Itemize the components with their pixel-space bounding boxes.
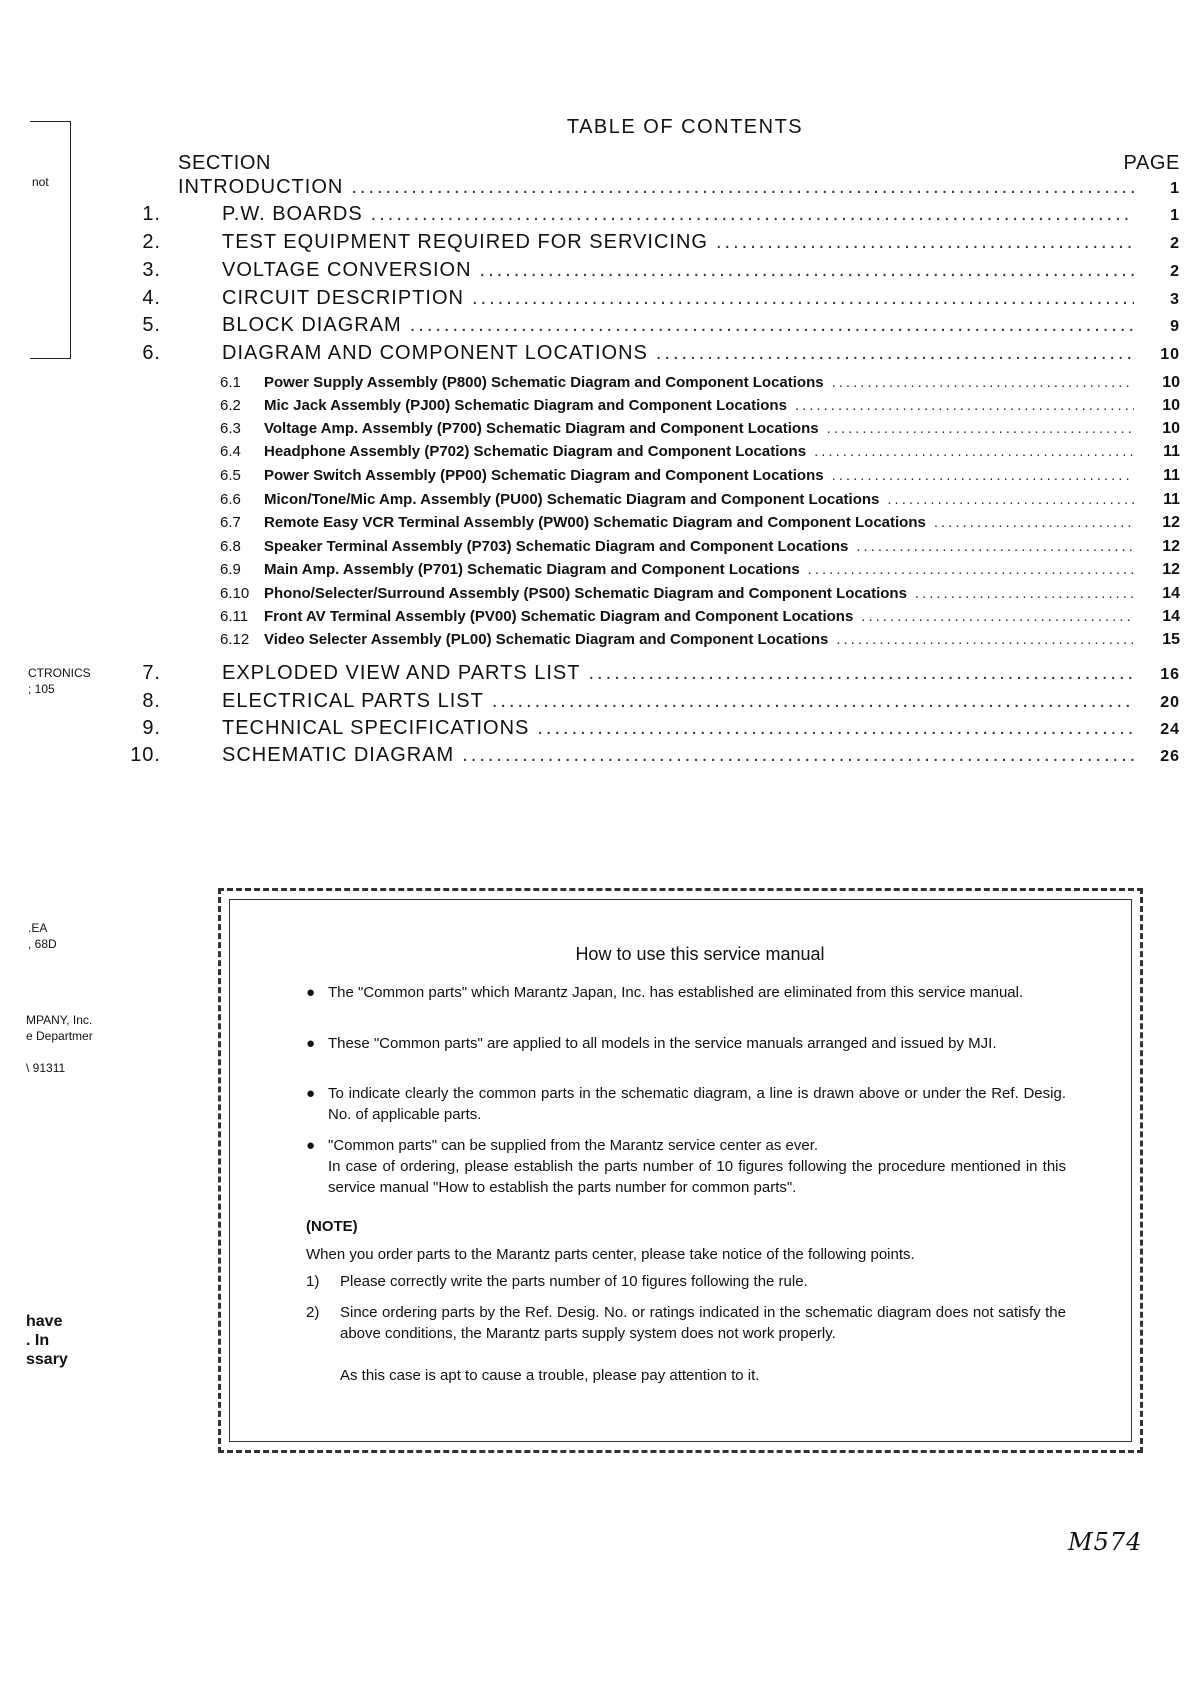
- toc-entry-line: [264, 583, 1142, 605]
- margin-fragment: .EA: [28, 921, 48, 935]
- toc-entry-number: 9.: [142, 717, 161, 739]
- toc-entry-page: 26: [1160, 748, 1180, 765]
- toc-entry-line: [222, 257, 1142, 283]
- toc-entry-line: [264, 606, 1142, 628]
- toc-entry: [0, 418, 1191, 440]
- toc-entry-line: [222, 660, 1142, 686]
- toc-entry-page: 14: [1162, 608, 1180, 625]
- toc-dot-leader: [537, 715, 1134, 741]
- toc-entry-number: 6.6: [220, 491, 241, 508]
- toc-entry: [0, 489, 1191, 511]
- toc-entry-number: 6.9: [220, 561, 241, 578]
- toc-dot-leader: [836, 629, 1134, 651]
- toc-dot-leader: [814, 441, 1134, 463]
- note-item-extra: As this case is apt to cause a trouble, please pay attention to it.: [340, 1367, 760, 1384]
- toc-entry-number: 8.: [142, 690, 161, 712]
- margin-fragment: CTRONICS: [28, 666, 91, 680]
- toc-dot-leader: [656, 340, 1134, 366]
- toc-entry-number: 6.5: [220, 467, 241, 484]
- toc-entry-page: 10: [1160, 346, 1180, 363]
- toc-entry-page: 1: [1170, 180, 1180, 197]
- toc-entry: [0, 512, 1191, 534]
- toc-entry-title: Main Amp. Assembly (P701) Schematic Diagram and Component Locations: [264, 561, 800, 578]
- toc-entry-number: 6.8: [220, 538, 241, 555]
- margin-fragment: have: [26, 1313, 63, 1330]
- toc-entry-title: CIRCUIT DESCRIPTION: [222, 287, 464, 309]
- toc-entry-line: [222, 742, 1142, 768]
- toc-entry-line: [264, 418, 1142, 440]
- toc-entry-title: P.W. BOARDS: [222, 203, 363, 225]
- toc-entry-number: 6.12: [220, 631, 250, 648]
- toc-entry-title: Speaker Terminal Assembly (P703) Schematic Diagram and Component Locations: [264, 538, 849, 555]
- toc-entry-number: 3.: [142, 259, 161, 281]
- toc-entry-page: 20: [1160, 694, 1180, 711]
- toc-dot-leader: [915, 583, 1134, 605]
- toc-entry-line: [222, 285, 1142, 311]
- margin-fragment: , 68D: [28, 937, 57, 951]
- toc-entry-page: 2: [1170, 235, 1180, 252]
- note-item-text: Please correctly write the parts number of 10 figures following the rule.: [340, 1273, 808, 1290]
- toc-entry-line: [264, 395, 1142, 417]
- toc-entry: [0, 201, 1191, 227]
- toc-dot-leader: [934, 512, 1134, 534]
- toc-entry-line: [222, 340, 1142, 366]
- margin-fragment: \ 91311: [26, 1061, 66, 1075]
- toc-dot-leader: [856, 536, 1134, 558]
- toc-entry-page: 9: [1170, 318, 1180, 335]
- handwritten-model-number: M574: [1068, 1528, 1143, 1556]
- toc-entry-line: [264, 372, 1142, 394]
- toc-entry: [0, 285, 1191, 311]
- margin-fragment: MPANY, Inc.: [26, 1013, 93, 1027]
- note-item-number: 1): [306, 1273, 320, 1290]
- note-item-number: 2): [306, 1304, 320, 1321]
- toc-entry-number: 7.: [142, 662, 161, 684]
- bullet-icon: ●: [306, 984, 316, 1001]
- toc-entry-number: 6.10: [220, 585, 250, 602]
- toc-entry-line: [264, 629, 1142, 651]
- toc-dot-leader: [371, 201, 1134, 227]
- toc-entry-page: 14: [1162, 585, 1180, 602]
- toc-entry-page: 10: [1162, 397, 1180, 414]
- margin-fragment: e Departmer: [26, 1029, 93, 1043]
- toc-entry: [0, 742, 1191, 768]
- toc-entry-title: Video Selecter Assembly (PL00) Schematic Diagram and Component Locations: [264, 631, 829, 648]
- toc-entry-page: 2: [1170, 263, 1180, 280]
- toc-entry-line: [222, 715, 1142, 741]
- toc-dot-leader: [472, 285, 1134, 311]
- toc-dot-leader: [480, 257, 1134, 283]
- toc-page-label: PAGE: [1123, 152, 1180, 174]
- toc-entry: [0, 660, 1191, 686]
- service-bullet-text: These "Common parts" are applied to all models in the service manuals arranged and issued by MJI.: [328, 1035, 997, 1052]
- toc-dot-leader: [808, 559, 1134, 581]
- toc-entry-page: 11: [1163, 467, 1180, 484]
- toc-dot-leader: [462, 742, 1134, 768]
- toc-entry-title: VOLTAGE CONVERSION: [222, 259, 472, 281]
- service-bullet-text: "Common parts" can be supplied from the Marantz service center as ever.: [328, 1137, 819, 1154]
- toc-entry-number: 5.: [142, 314, 161, 336]
- toc-dot-leader: [588, 660, 1134, 686]
- bullet-icon: ●: [306, 1035, 316, 1052]
- toc-entry-title: Micon/Tone/Mic Amp. Assembly (PU00) Schematic Diagram and Component Locations: [264, 491, 880, 508]
- toc-entry-title: Mic Jack Assembly (PJ00) Schematic Diagram and Component Locations: [264, 397, 787, 414]
- toc-entry: [0, 606, 1191, 628]
- toc-dot-leader: [410, 312, 1134, 338]
- toc-entry-title: DIAGRAM AND COMPONENT LOCATIONS: [222, 342, 648, 364]
- toc-entry-page: 3: [1170, 291, 1180, 308]
- toc-entry: [0, 688, 1191, 714]
- toc-entry: [0, 441, 1191, 463]
- toc-entry-title: ELECTRICAL PARTS LIST: [222, 690, 484, 712]
- toc-entry-line: [264, 559, 1142, 581]
- toc-entry-page: 10: [1162, 420, 1180, 437]
- toc-dot-leader: [492, 688, 1134, 714]
- margin-fragment: ssary: [26, 1351, 68, 1368]
- toc-entry-title: Remote Easy VCR Terminal Assembly (PW00) Schematic Diagram and Component Locations: [264, 514, 926, 531]
- service-bullet-text: The "Common parts" which Marantz Japan, Inc. has established are eliminated from this service manual.: [328, 984, 1024, 1001]
- toc-entry-page: 12: [1162, 561, 1180, 578]
- toc-entry-line: [264, 465, 1142, 487]
- toc-entry-title: Voltage Amp. Assembly (P700) Schematic Diagram and Component Locations: [264, 420, 819, 437]
- toc-entry-title: SCHEMATIC DIAGRAM: [222, 744, 455, 766]
- toc-dot-leader: [716, 229, 1134, 255]
- toc-entry-number: 6.: [142, 342, 161, 364]
- margin-fragment: ; 105: [28, 682, 55, 696]
- toc-entry-title: EXPLODED VIEW AND PARTS LIST: [222, 662, 581, 684]
- note-heading: (NOTE): [306, 1218, 358, 1235]
- toc-entry: [0, 465, 1191, 487]
- bullet-icon: ●: [306, 1137, 316, 1154]
- toc-dot-leader: [861, 606, 1134, 628]
- toc-entry-number: 10.: [130, 744, 161, 766]
- toc-entry-title: Front AV Terminal Assembly (PV00) Schematic Diagram and Component Locations: [264, 608, 854, 625]
- toc-entry: [0, 229, 1191, 255]
- toc-entry-number: 4.: [142, 287, 161, 309]
- toc-dot-leader: [827, 418, 1134, 440]
- toc-entry-line: [264, 441, 1142, 463]
- toc-entry: [0, 583, 1191, 605]
- service-bullet-extra: In case of ordering, please establish the parts number of 10 figures following the procedure mentioned in this service manual "How to establish the parts number for common parts".: [328, 1158, 1066, 1196]
- toc-entry-number: 6.7: [220, 514, 241, 531]
- toc-entry-title: INTRODUCTION: [178, 176, 344, 198]
- service-box-title: How to use this service manual: [575, 944, 825, 964]
- toc-entry: [0, 715, 1191, 741]
- toc-entry-line: [222, 201, 1142, 227]
- toc-dot-leader: [795, 395, 1134, 417]
- toc-entry-number: 6.3: [220, 420, 241, 437]
- toc-entry-line: [264, 489, 1142, 511]
- toc-dot-leader: [887, 489, 1134, 511]
- toc-entry-number: 1.: [142, 203, 161, 225]
- toc-entry-line: [178, 174, 1142, 200]
- toc-entry: [0, 559, 1191, 581]
- toc-entry-page: 24: [1160, 721, 1180, 738]
- toc-entry-line: [264, 512, 1142, 534]
- toc-dot-leader: [832, 372, 1134, 394]
- toc-dot-leader: [832, 465, 1134, 487]
- toc-entry-page: 12: [1162, 514, 1180, 531]
- toc-entry-title: Phono/Selecter/Surround Assembly (PS00) Schematic Diagram and Component Locations: [264, 585, 907, 602]
- margin-fragment: . In: [26, 1332, 50, 1349]
- toc-entry-title: Power Supply Assembly (P800) Schematic Diagram and Component Locations: [264, 374, 824, 391]
- margin-fragment: not: [32, 175, 49, 189]
- toc-dot-leader: [351, 174, 1134, 200]
- toc-entry-page: 15: [1162, 631, 1180, 648]
- toc-entry-line: [222, 688, 1142, 714]
- toc-title: TABLE OF CONTENTS: [566, 116, 804, 138]
- toc-entry-page: 10: [1162, 374, 1180, 391]
- toc-section-label: SECTION: [178, 152, 272, 174]
- toc-entry-title: Power Switch Assembly (PP00) Schematic Diagram and Component Locations: [264, 467, 824, 484]
- toc-entry-number: 6.4: [220, 443, 241, 460]
- toc-entry-page: 11: [1163, 443, 1180, 460]
- note-intro: When you order parts to the Marantz parts center, please take notice of the following points.: [306, 1246, 915, 1263]
- toc-entry-number: 6.2: [220, 397, 241, 414]
- toc-entry-title: TECHNICAL SPECIFICATIONS: [222, 717, 530, 739]
- toc-entry-line: [222, 312, 1142, 338]
- toc-entry-line: [264, 536, 1142, 558]
- toc-entry-page: 16: [1160, 666, 1180, 683]
- toc-entry-number: 2.: [142, 231, 161, 253]
- toc-entry: [0, 395, 1191, 417]
- toc-entry-title: BLOCK DIAGRAM: [222, 314, 402, 336]
- note-item-text: Since ordering parts by the Ref. Desig. No. or ratings indicated in the schematic diagram does not satisfy the above conditions, the Marantz parts supply system does not work properly.: [340, 1304, 1066, 1342]
- toc-entry: [0, 629, 1191, 651]
- service-bullet-text: To indicate clearly the common parts in the schematic diagram, a line is drawn above or under the Ref. Desig. No. of applicable parts.: [328, 1085, 1066, 1123]
- toc-entry-title: Headphone Assembly (P702) Schematic Diagram and Component Locations: [264, 443, 807, 460]
- toc-entry: [0, 174, 1191, 200]
- toc-entry-page: 1: [1170, 207, 1180, 224]
- toc-entry-title: TEST EQUIPMENT REQUIRED FOR SERVICING: [222, 231, 708, 253]
- toc-entry: [0, 340, 1191, 366]
- toc-entry: [0, 372, 1191, 394]
- toc-entry: [0, 257, 1191, 283]
- toc-entry-page: 12: [1162, 538, 1180, 555]
- toc-entry-number: 6.11: [220, 608, 249, 625]
- bullet-icon: ●: [306, 1085, 316, 1102]
- toc-entry-number: 6.1: [220, 374, 241, 391]
- toc-entry-line: [222, 229, 1142, 255]
- toc-entry: [0, 536, 1191, 558]
- toc-entry-page: 11: [1163, 491, 1180, 508]
- toc-entry: [0, 312, 1191, 338]
